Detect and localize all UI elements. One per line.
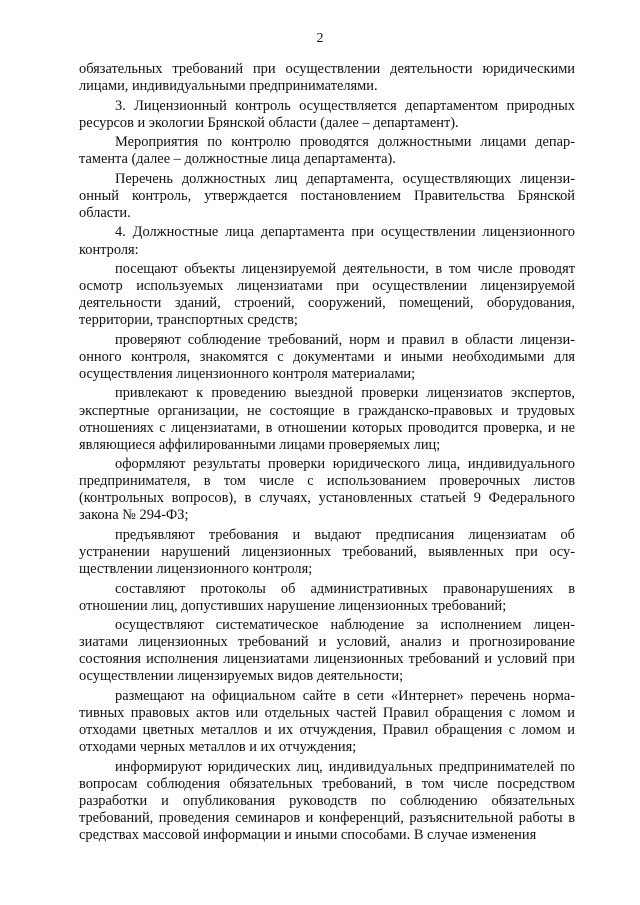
- duty-draw-protocols: составляют протоколы об административных правонарушениях в отношении лиц, допустивших нарушение лицензионных требований;: [79, 580, 575, 614]
- duty-check-compliance: проверяют соблюдение требований, норм и правил в области лицензионного контроля, знакомятся с документами и иными необходимыми для осуществления лицензионного контроля материалами;: [79, 331, 575, 382]
- duty-involve-experts: привлекают к проведению выездной проверки лицензиатов экспертов, экспертные организации, не состоящие в гражданско-правовых и трудовых отношениях с лицензиатами, в отношении которых проводится проверка, и не являющиеся аффилированными лицами проверяемых лиц;: [79, 385, 575, 453]
- duty-formalize-results: оформляют результаты проверки юридического лица, индивидуального предпринимателя, в том числе с использованием проверочных листов (контрольных вопросов), в случаях, установленных статьей 9 Федерального закона № 294-ФЗ;: [79, 456, 575, 524]
- paragraph-control-measures: Мероприятия по контролю проводятся должностными лицами департамента (далее – должностные лица департамента).: [79, 134, 575, 168]
- paragraph-item-4: 4. Должностные лица департамента при осуществлении лицензионного контроля:: [79, 224, 575, 258]
- duty-monitoring: осуществляют систематическое наблюдение за исполнением лицензиатами лицензионных требований и условий, анализ и прогнозирование состояния исполнения лицензиатами лицензионных требований и условий при осуществлении лицензируемых видов деятельности;: [79, 617, 575, 685]
- duty-inform: информируют юридических лиц, индивидуальных предпринимателей по вопросам соблюдения обязательных требований, в том числе посредством разработки и опубликования руководств по соблюдению обязательных требований, проведения семинаров и конференций, разъяснительной работы в средствах массовой информации и иными способами. В случае изменения: [79, 758, 575, 844]
- duty-publish-acts: размещают на официальном сайте в сети «Интернет» перечень нормативных правовых актов или отдельных частей Правил обращения с ломом и отходами цветных металлов и их отчуждения, Правил обращения с ломом и отходами черных металлов и их отчуждения;: [79, 687, 575, 756]
- body-text: [79, 61, 575, 847]
- page-number: 2: [316, 31, 324, 46]
- paragraph-officials-list: Перечень должностных лиц департамента, осуществляющих лицензионный контроль, утверждается постановлением Правительства Брянской области.: [79, 170, 575, 221]
- paragraph-continuation: обязательных требований при осуществлении деятельности юридическими лицами, индивидуальными предпринимателями.: [79, 61, 575, 95]
- paragraph-item-3: 3. Лицензионный контроль осуществляется департаментом природных ресурсов и экологии Брянской области (далее – департамент).: [79, 97, 575, 131]
- duty-visit-objects: посещают объекты лицензируемой деятельности, в том числе проводят осмотр используемых лицензиатами при осуществлении лицензируемой деятельности зданий, строений, сооружений, помещений, оборудования, территории, транспортных средств;: [79, 260, 575, 329]
- duty-issue-orders: предъявляют требования и выдают предписания лицензиатам об устранении нарушений лицензионных требований, выявленных при осуществлении лицензионного контроля;: [79, 526, 575, 578]
